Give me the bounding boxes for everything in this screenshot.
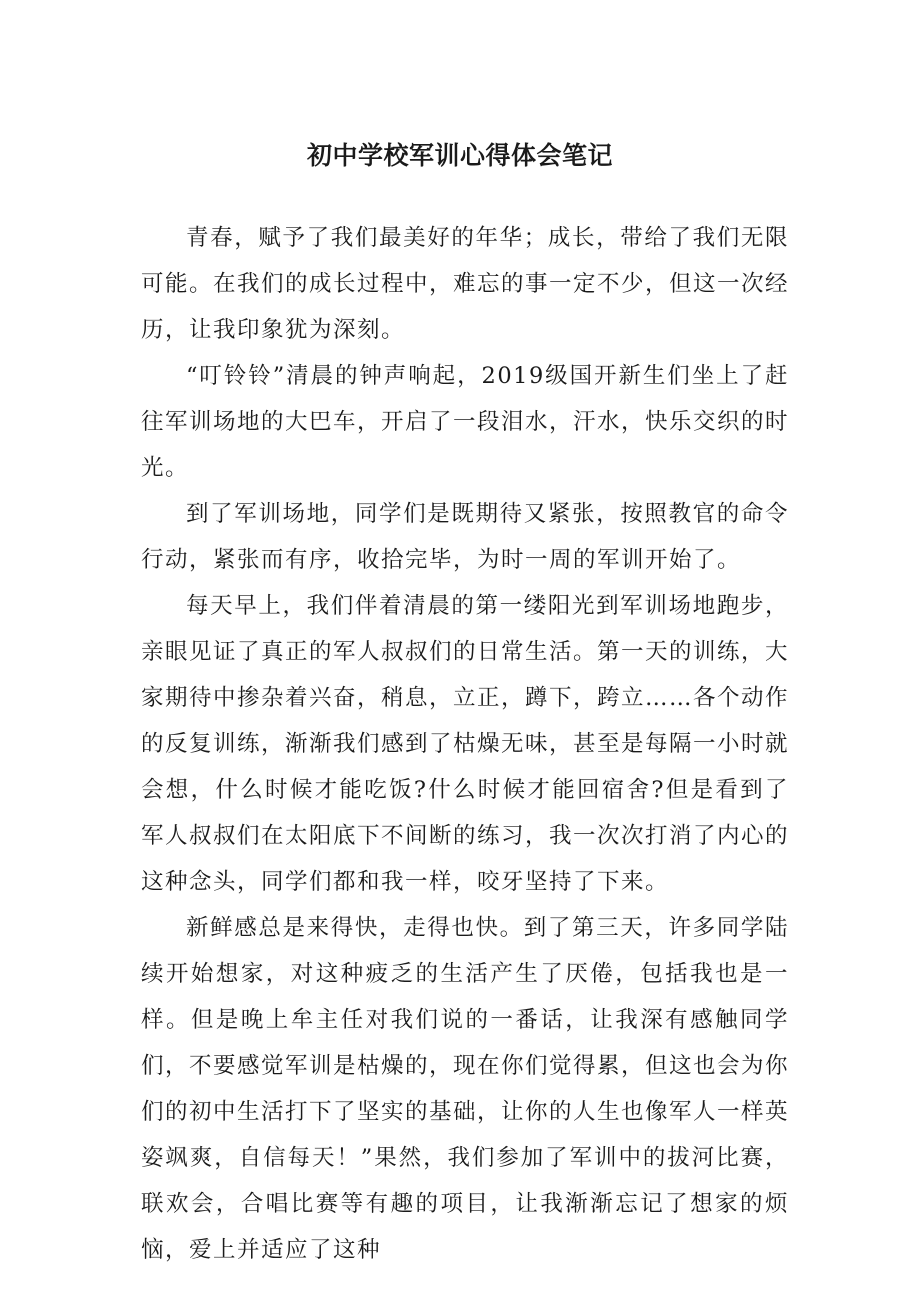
paragraph-arrival: 到了军训场地，同学们是既期待又紧张，按照教官的命令行动，紧张而有序，收拾完毕，为时一周的军训开始了。 bbox=[141, 501, 789, 573]
document-title: 初中学校军训心得体会笔记 bbox=[306, 140, 613, 170]
paragraph-intro: 青春，赋予了我们最美好的年华；成长，带给了我们无限可能。在我们的成长过程中，难忘的事一定不少，但这一次经历，让我印象犹为深刻。 bbox=[141, 225, 790, 343]
document-body bbox=[141, 215, 789, 1273]
paragraph-third-day: 新鲜感总是来得快，走得也快。到了第三天，许多同学陆续开始想家，对这种疲乏的生活产生了厌倦，包括我也是一样。但是晚上牟主任对我们说的一番话，让我深有感触同学们，不要感觉军训是枯燥的，现在你们觉得累，但这也会为你们的初中生活打下了坚实的基础，让你的人生也像军人一样英姿飒爽，自信每天！”果然，我们参加了军训中的拔河比赛，联欢会，合唱比赛等有趣的项目，让我渐渐忘记了想家的烦恼，爱上并适应了这种 bbox=[141, 915, 790, 1263]
paragraph-departure: “叮铃铃”清晨的钟声响起，2019级国开新生们坐上了赶往军训场地的大巴车，开启了一段泪水，汗水，快乐交织的时光。 bbox=[141, 363, 790, 481]
paragraph-daily-training: 每天早上，我们伴着清晨的第一缕阳光到军训场地跑步，亲眼见证了真正的军人叔叔们的日常生活。第一天的训练，大家期待中掺杂着兴奋，稍息，立正，蹲下，跨立……各个动作的反复训练，渐渐我们感到了枯燥无味，甚至是每隔一小时就会想，什么时候才能吃饭?什么时候才能回宿舍?但是看到了军人叔叔们在太阳底下不间断的练习，我一次次打消了内心的这种念头，同学们都和我一样，咬牙坚持了下来。 bbox=[141, 593, 790, 895]
